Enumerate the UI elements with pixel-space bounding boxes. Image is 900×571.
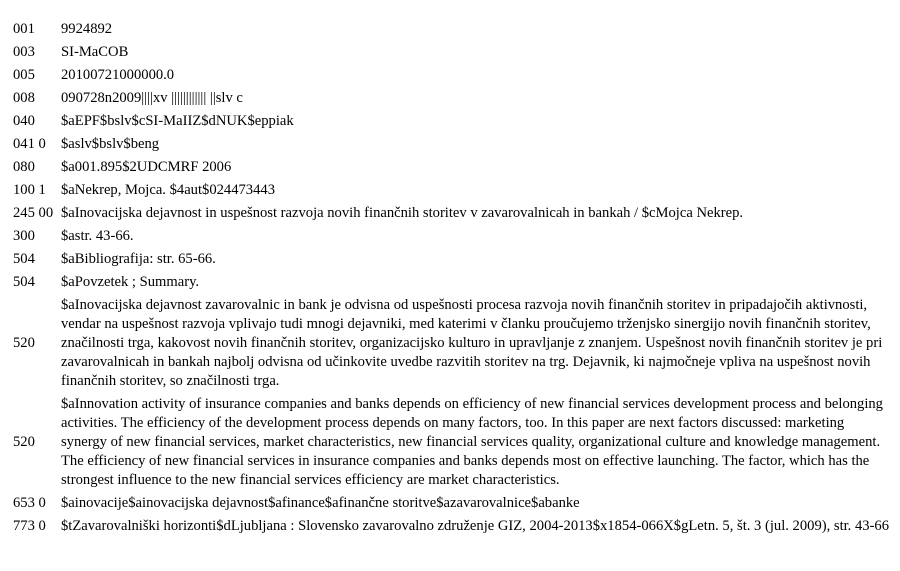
marc-field-100 <box>0 179 900 202</box>
field-tag: 504 <box>13 251 35 267</box>
marc-field-245 <box>0 202 900 225</box>
field-value: $aInnovation activity of insurance companies and banks depends on efficiency of new financial services development process and belonging activities. The efficiency of the development process depends on many factors, too. In this paper are next factors discussed: marketing synergy of new financial services, market characteristics, new financial services quality, organizational culture and knowledge management. The efficiency of new financial services in insurance companies and banks depends most on effective launching. The factor, which has the strongest influence to the new financial services efficiency are market characteristics. <box>61 396 883 488</box>
field-value: 9924892 <box>61 21 113 37</box>
field-tag: 005 <box>13 67 35 83</box>
marc-field-653 <box>0 492 900 515</box>
marc-field-520-slovenian <box>0 294 900 393</box>
field-value: 20100721000000.0 <box>61 67 175 83</box>
field-value: $aNekrep, Mojca. $4aut$024473443 <box>61 182 275 198</box>
field-value: $aPovzetek ; Summary. <box>61 274 200 290</box>
field-value: $aBibliografija: str. 65-66. <box>61 251 216 267</box>
field-value: $a001.895$2UDCMRF 2006 <box>61 159 232 175</box>
field-value: $tZavarovalniški horizonti$dLjubljana : Slovensko zavarovalno združenje GIZ, 2004-2013$x1854-066X$gLetn. 5, št. 3 (jul. 2009), str. 43-66 <box>61 518 890 534</box>
field-value: $ainovacije$ainovacijska dejavnost$afinance$afinančne storitve$azavarovalnice$abanke <box>61 495 580 511</box>
marc-field-005 <box>0 64 900 87</box>
field-tag: 001 <box>13 21 35 37</box>
field-value: $aInovacijska dejavnost in uspešnost razvoja novih finančnih storitev v zavarovalnicah in bankah / $cMojca Nekrep. <box>61 205 744 221</box>
marc-field-080 <box>0 156 900 179</box>
field-value: $aInovacijska dejavnost zavarovalnic in bank je odvisna od uspešnosti procesa razvoja novih finančnih storitev in pripadajočih aktivnosti, vendar na uspešnost razvoja vplivajo tudi mnogi dejavniki, med katerimi v članku proučujemo trženjsko sinergijo novih finančnih storitev, značilnosti trga, kakovost novih finančnih storitev, organizacijsko kulturo in upravljanje z znanjem. Uspešnost novih finančnih storitev je pri zavarovalnicah in bankah najbolj odvisna od učinkovite uvedbe razvitih storitev na trg. Dejavnik, ki najmočneje vpliva na uspešnost novih finančnih storitev, so značilnosti trga. <box>61 297 883 389</box>
marc-field-773 <box>0 515 900 538</box>
marc-field-504 <box>0 271 900 294</box>
field-tag: 520 <box>13 335 35 351</box>
marc-field-520-english <box>0 393 900 492</box>
field-tag: 520 <box>13 434 35 450</box>
marc-field-504 <box>0 248 900 271</box>
marc-field-008 <box>0 87 900 110</box>
field-tag: 653 0 <box>13 495 46 511</box>
marc-field-041 <box>0 133 900 156</box>
field-value: $aEPF$bslv$cSI-MaIIZ$dNUK$eppiak <box>61 113 294 129</box>
field-tag: 773 0 <box>13 518 46 534</box>
field-tag: 080 <box>13 159 35 175</box>
field-tag: 100 1 <box>13 182 46 198</box>
marc-field-003 <box>0 41 900 64</box>
field-tag: 003 <box>13 44 35 60</box>
field-value: 090728n2009||||xv |||||||||||| ||slv c <box>61 90 243 106</box>
field-value: $astr. 43-66. <box>61 228 134 244</box>
field-tag: 008 <box>13 90 35 106</box>
field-tag: 040 <box>13 113 35 129</box>
marc-field-300 <box>0 225 900 248</box>
field-tag: 300 <box>13 228 35 244</box>
field-tag: 041 0 <box>13 136 46 152</box>
marc-record-table <box>0 18 900 538</box>
field-tag: 504 <box>13 274 35 290</box>
field-value: $aslv$bslv$beng <box>61 136 160 152</box>
marc-field-001 <box>0 18 900 41</box>
field-value: SI-MaCOB <box>61 44 129 60</box>
field-tag: 245 00 <box>13 205 54 221</box>
marc-field-040 <box>0 110 900 133</box>
